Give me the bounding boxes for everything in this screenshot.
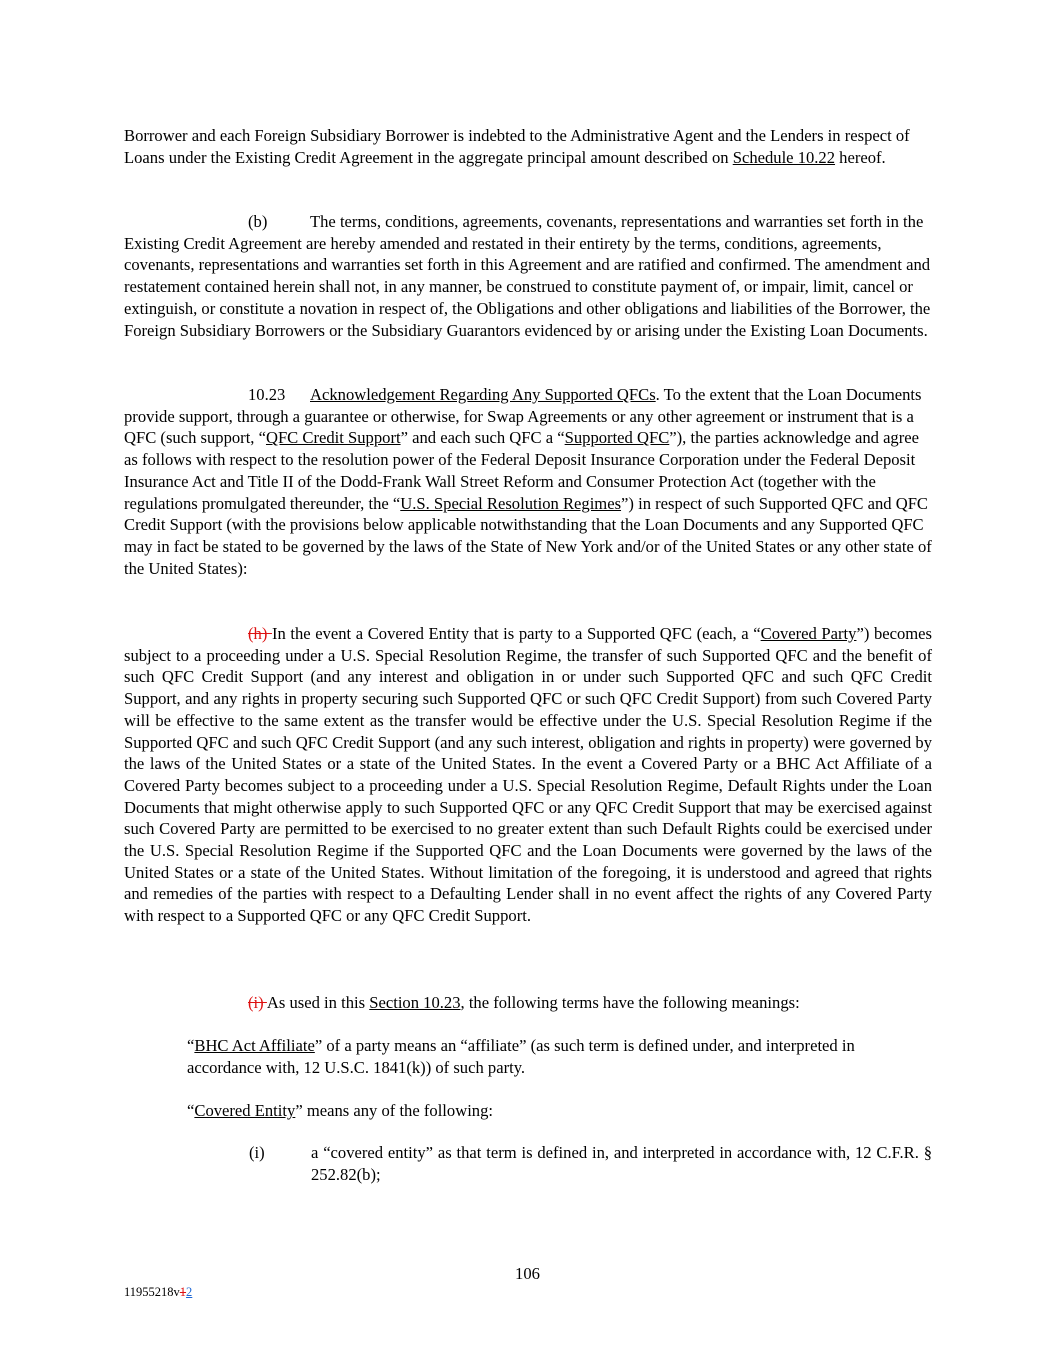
defined-term: U.S. Special Resolution Regimes	[400, 493, 622, 513]
definition-text: ” of a party means an “affiliate” (as such term is defined under, and interpreted in accordance with, 12 U.S.C. 1841(k)) of such party.	[187, 1036, 855, 1077]
defined-term: BHC Act Affiliate	[194, 1036, 315, 1055]
section-heading: Acknowledgement Regarding Any Supported QFCs	[310, 385, 656, 404]
paragraph-text: In the event a Covered Entity that is party to a Supported QFC (each, a “	[271, 624, 761, 643]
defined-term: QFC Credit Support	[265, 428, 401, 448]
doc-id-inserted-version: 2	[186, 1285, 193, 1299]
paragraph-text: Borrower and each Foreign Subsidiary Borrower is indebted to the Administrative Agent and the Lenders in respect of Loans under the Existing Credit Agreement in the aggregate principal amount described on	[124, 126, 910, 167]
deleted-label: (h)	[248, 624, 272, 643]
paragraph-text: ”) becomes subject to a proceeding under a U.S. Special Resolution Regime, the transfer of such Supported QFC and the benefit of such QFC Credit Support (and any interest and obligation in or under such Supported QFC and such QFC Credit Support, and any rights in property securing such Supported QFC or such QFC Credit Support) from such Covered Party will be effective to the same extent as the transfer would be effective under the U.S. Special Resolution Regime if the Supported QFC and such QFC Credit Support (and any such interest, obligation and rights in property) were governed by the laws of the United States or a state of the United States. In the event a Covered Party or a BHC Act Affiliate of a Covered Party becomes subject to a proceeding under a U.S. Special Resolution Regime, Default Rights under the Loan Documents that might otherwise apply to such Supported QFC or any QFC Credit Support that may be exercised against such Covered Party are permitted to be exercised to no greater extent than such Default Rights could be exercised under the U.S. Special Resolution Regime if the Supported QFC and the Loan Documents were governed by the laws of the United States or a state of the United States. Without limitation of the foregoing, it is understood and agreed that rights and remedies of the parties with respect to a Defaulting Lender shall in no event affect the rights of any Covered Party with respect to a Supported QFC or any QFC Credit Support.	[124, 624, 933, 926]
section-10-23	[124, 384, 932, 579]
paragraph-text: . To the extent that the Loan Documents provide support, through a guarantee or otherwise, for Swap Agreements or any other agreement or instrument that is a QFC (such support, “	[124, 385, 922, 448]
page-number: 106	[515, 1264, 540, 1283]
paragraph-text: As used in this	[266, 993, 370, 1012]
deleted-label: (i)	[248, 993, 267, 1012]
doc-id-deleted-version: 1	[179, 1285, 187, 1299]
paragraph-text: ”) in respect of such Supported QFC and QFC Credit Support (with the provisions below applicable notwithstanding that the Loan Documents and any Supported QFC may in fact be stated to be governed by the laws of the State of New York and/or of the United States or any other state of the United States):	[124, 493, 932, 578]
doc-id-base: 11955218v	[124, 1285, 180, 1299]
defined-term: Supported QFC	[564, 428, 670, 448]
defined-term: Covered Party	[760, 624, 857, 643]
section-reference: Section 10.23	[369, 993, 461, 1012]
paragraph-covered-party	[124, 623, 932, 927]
definition-text: ” means any of the following:	[295, 1101, 494, 1120]
paragraph-label: (b)	[248, 212, 268, 231]
paragraph-definitions-intro	[124, 992, 932, 1014]
document-id	[124, 1285, 192, 1300]
paragraph-text: ”), the parties acknowledge and agree as follows with respect to the resolution power of the Federal Deposit Insurance Corporation under the Federal Deposit Insurance Act and Title II of the Dodd-Frank Wall Street Reform and Consumer Protection Act (together with the regulations promulgated thereunder, the “	[124, 428, 919, 513]
defined-term: Covered Entity	[194, 1101, 296, 1120]
open-quote: “	[187, 1101, 195, 1120]
definition-covered-entity	[187, 1100, 887, 1122]
paragraph-text: The terms, conditions, agreements, covenants, representations and warranties set forth in the Existing Credit Agreement are hereby amended and restated in their entirety by the terms, conditions, agreements, covenants, representations and warranties set forth in this Agreement and are ratified and confirmed. The amendment and restatement contained herein shall not, in any manner, be construed to constitute payment of, or impair, limit, cancel or extinguish, or constitute a novation in respect of, the Obligations and other obligations and liabilities of the Borrower, the Foreign Subsidiary Borrowers or the Subsidiary Guarantors evidenced by or arising under the Existing Loan Documents.	[124, 212, 931, 340]
section-number: 10.23	[248, 385, 286, 404]
open-quote: “	[187, 1036, 195, 1055]
paragraph-text: hereof.	[835, 147, 886, 167]
list-item-label: (i)	[249, 1143, 265, 1162]
definition-bhc-act-affiliate	[187, 1035, 887, 1078]
list-item-text: a “covered entity” as that term is defined in, and interpreted in accordance with, 12 C.F.R. § 252.82(b);	[311, 1143, 932, 1184]
paragraph-10-22-b	[124, 211, 932, 341]
paragraph-text: , the following terms have the following meanings:	[460, 993, 800, 1012]
schedule-reference: Schedule 10.22	[732, 147, 836, 167]
paragraph-text: ” and each such QFC a “	[400, 428, 565, 448]
paragraph-10-22-a-continued	[124, 125, 932, 168]
